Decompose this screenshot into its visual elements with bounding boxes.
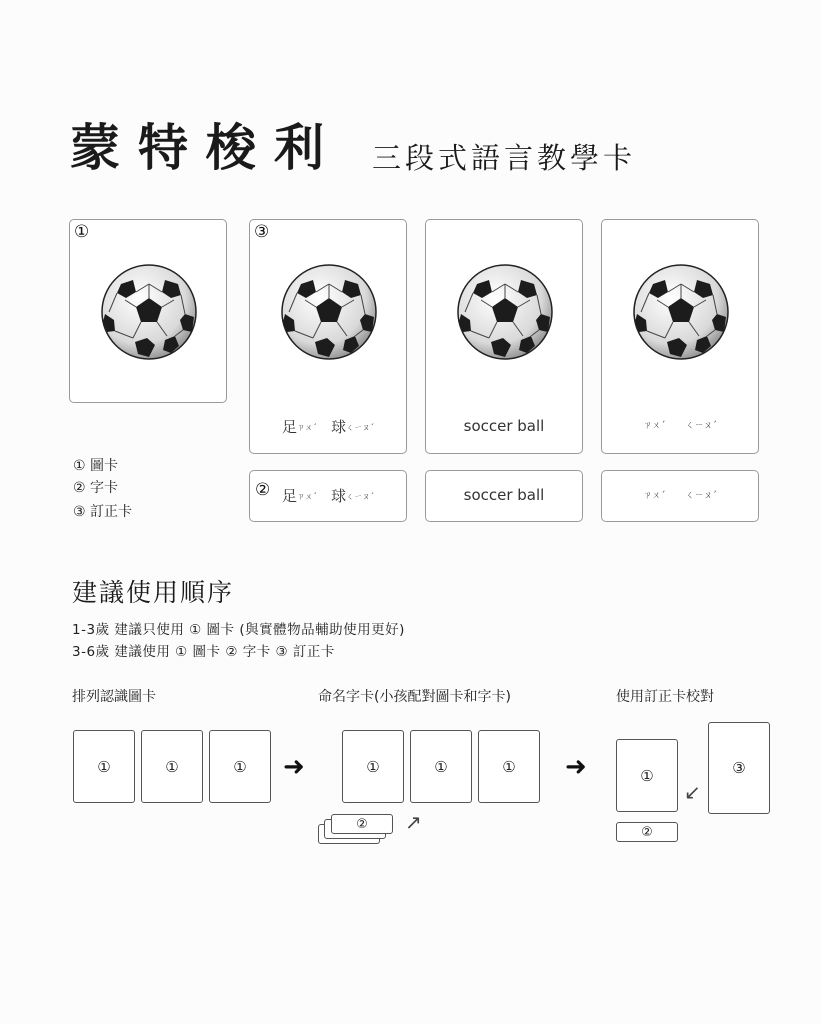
legend-item: ① 圖卡 xyxy=(73,458,119,474)
card-number: ③ xyxy=(254,222,270,242)
zhuyin: ㄑㄧㄡˊ xyxy=(346,422,375,432)
age-note: 3-6歲 建議使用 ① 圖卡 ② 字卡 ③ 訂正卡 xyxy=(72,644,335,660)
card-label-zhuyin xyxy=(602,488,758,501)
mini-label-card: ② xyxy=(331,814,393,834)
zhuyin: ㄗㄨˊ xyxy=(642,421,666,431)
word-char: 球 xyxy=(331,487,347,505)
zhuyin: ㄑㄧㄡˊ xyxy=(685,421,718,431)
word-char: 足 xyxy=(281,487,297,505)
card-number: ② xyxy=(255,480,271,500)
label-card-chinese xyxy=(249,470,407,522)
zhuyin: ㄗㄨˊ xyxy=(642,491,666,501)
legend-item: ② 字卡 xyxy=(73,480,119,496)
mini-picture-card: ① xyxy=(73,730,135,803)
diagonal-up-arrow-icon: ↗ xyxy=(405,810,422,834)
card-label-zhuyin xyxy=(602,418,758,431)
mini-picture-card: ① xyxy=(616,739,678,812)
zhuyin: ㄗㄨˊ xyxy=(296,422,317,432)
age-note: 1-3歲 建議只使用 ① 圖卡 (與實體物品輔助使用更好) xyxy=(72,622,405,638)
word-char: 球 xyxy=(331,418,347,436)
mini-picture-card: ① xyxy=(478,730,540,803)
mini-label-card: ② xyxy=(616,822,678,842)
right-arrow-icon: ➜ xyxy=(565,752,587,782)
step2-label: 命名字卡(小孩配對圖卡和字卡) xyxy=(318,689,511,705)
soccer-ball-image xyxy=(631,262,731,362)
word-char: 足 xyxy=(281,418,297,436)
soccer-ball-image xyxy=(279,262,379,362)
card-label-english: soccer ball xyxy=(463,417,545,435)
picture-card xyxy=(69,219,227,403)
step1-label: 排列認識圖卡 xyxy=(72,689,156,705)
label-card-english xyxy=(425,470,583,522)
zhuyin: ㄑㄧㄡˊ xyxy=(346,491,375,501)
mini-control-card: ③ xyxy=(708,722,770,814)
soccer-ball-image xyxy=(455,262,555,362)
mini-picture-card: ① xyxy=(410,730,472,803)
page-title: 蒙特梭利 xyxy=(70,119,342,177)
mini-picture-card: ① xyxy=(141,730,203,803)
card-label-english: soccer ball xyxy=(463,486,545,504)
step3-label: 使用訂正卡校對 xyxy=(616,689,714,705)
control-card-zhuyin xyxy=(601,219,759,454)
page-subtitle: 三段式語言教學卡 xyxy=(372,141,637,175)
zhuyin: ㄑㄧㄡˊ xyxy=(685,491,718,501)
control-card-chinese xyxy=(249,219,407,454)
card-label-chinese xyxy=(250,416,406,437)
mini-picture-card: ① xyxy=(342,730,404,803)
control-card-english xyxy=(425,219,583,454)
right-arrow-icon: ➜ xyxy=(283,752,305,782)
zhuyin: ㄗㄨˊ xyxy=(296,491,317,501)
soccer-ball-image xyxy=(99,262,199,362)
section-title: 建議使用順序 xyxy=(72,578,235,607)
legend-item: ③ 訂正卡 xyxy=(73,504,133,520)
card-label-chinese xyxy=(250,485,406,506)
label-card-zhuyin xyxy=(601,470,759,522)
diagonal-down-arrow-icon: ↙ xyxy=(684,780,701,804)
mini-picture-card: ① xyxy=(209,730,271,803)
card-number: ① xyxy=(74,222,90,242)
